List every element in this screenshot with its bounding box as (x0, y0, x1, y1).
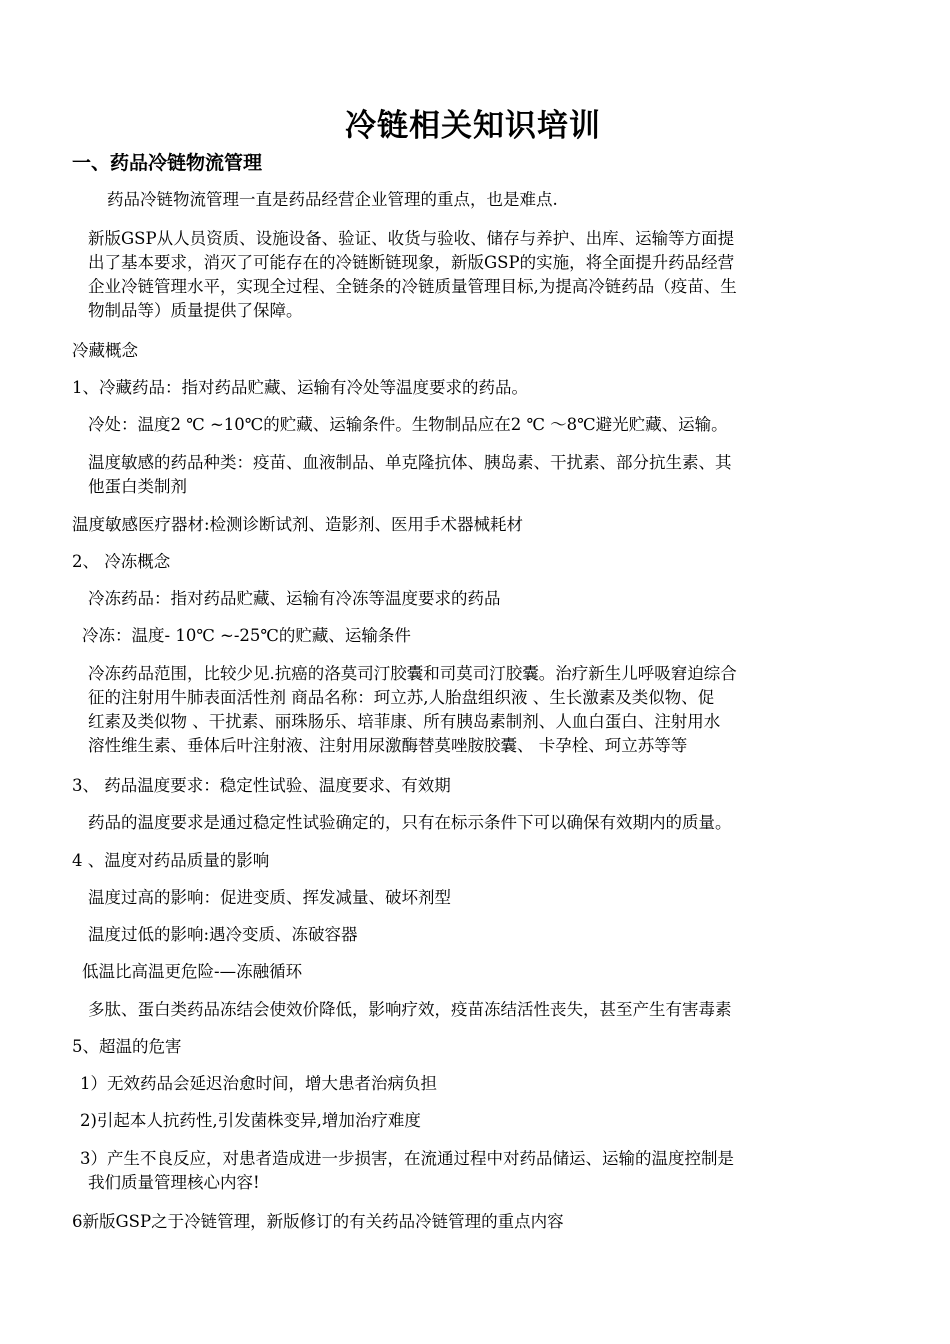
cold-concept-heading: 冷藏概念 (72, 341, 138, 360)
temperature-requirement: 药品的温度要求是通过稳定性试验确定的，只有在标示条件下可以确保有效期内的质量。 (88, 813, 732, 832)
harm-3-line: 我们质量管理核心内容! (88, 1173, 260, 1192)
sensitive-drugs-line: 温度敏感的药品种类：疫苗、血液制品、单克隆抗体、胰岛素、干扰素、部分抗生素、其 (88, 453, 732, 472)
item-4: 4 、温度对药品质量的影响 (72, 851, 270, 870)
harm-3-line: 3）产生不良反应，对患者造成进一步损害，在流通过程中对药品储运、运输的温度控制是 (80, 1149, 734, 1168)
harm-2: 2)引起本人抗药性,引发菌株变异,增加治疗难度 (80, 1111, 421, 1130)
frozen-range-line: 征的注射用牛肺表面活性剂 商品名称：珂立苏,人胎盘组织液 、生长激素及类似物、促 (88, 688, 715, 707)
intro-paragraph: 药品冷链物流管理一直是药品经营企业管理的重点，也是难点. (107, 190, 558, 209)
section-heading: 一、药品冷链物流管理 (72, 152, 263, 174)
frozen-temperature: 冷冻：温度- 10℃ ~-25℃的贮藏、运输条件 (82, 626, 411, 645)
high-temperature-effect: 温度过高的影响：促进变质、挥发减量、破坏剂型 (88, 888, 451, 907)
gsp-line: 物制品等）质量提供了保障。 (88, 301, 303, 320)
frozen-range-paragraph (88, 662, 850, 758)
harm-3-paragraph (80, 1147, 850, 1195)
frozen-drugs-definition: 冷冻药品：指对药品贮藏、运输有冷冻等温度要求的药品 (88, 589, 501, 608)
document-title: 冷链相关知识培训 (345, 108, 601, 144)
gsp-line: 新版GSP从人员资质、设施设备、验证、收货与验收、储存与养护、出库、运输等方面提 (88, 229, 735, 248)
frozen-range-line: 冷冻药品范围，比较少见.抗癌的洛莫司汀胶囊和司莫司汀胶囊。治疗新生儿呼吸窘迫综合 (88, 664, 737, 683)
sensitive-drugs-paragraph (88, 451, 850, 499)
item-2: 2、 冷冻概念 (72, 552, 171, 571)
frozen-range-line: 溶性维生素、垂体后叶注射液、注射用尿激酶替莫唑胺胶囊、 卡孕栓、珂立苏等等 (88, 736, 688, 755)
item-3: 3、 药品温度要求：稳定性试验、温度要求、有效期 (72, 776, 451, 795)
harm-1: 1）无效药品会延迟治愈时间，增大患者治病负担 (80, 1074, 437, 1093)
item-5: 5、超温的危害 (72, 1037, 182, 1056)
gsp-paragraph (88, 227, 850, 323)
gsp-line: 出了基本要求，消灭了可能存在的冷链断链现象，新版GSP的实施，将全面提升药品经营 (88, 253, 735, 272)
low-temperature-effect: 温度过低的影响:遇冷变质、冻破容器 (88, 925, 358, 944)
item-1: 1、冷藏药品：指对药品贮藏、运输有冷处等温度要求的药品。 (72, 378, 528, 397)
item-6: 6新版GSP之于冷链管理，新版修订的有关药品冷链管理的重点内容 (72, 1212, 564, 1231)
low-temperature-danger: 低温比高温更危险-—冻融循环 (82, 962, 303, 981)
gsp-line: 企业冷链管理水平，实现全过程、全链条的冷链质量管理目标,为提高冷链药品（疫苗、生 (88, 277, 737, 296)
cold-place-definition: 冷处：温度2 ℃ ~10℃的贮藏、运输条件。生物制品应在2 ℃ ～8℃避光贮藏、运输。 (88, 415, 728, 434)
frozen-range-line: 红素及类似物 、干扰素、丽珠肠乐、培菲康、所有胰岛素制剂、人血白蛋白、注射用水 (88, 712, 721, 731)
sensitive-devices: 温度敏感医疗器材:检测诊断试剂、造影剂、医用手术器械耗材 (72, 515, 524, 534)
sensitive-drugs-line: 他蛋白类制剂 (88, 477, 187, 496)
peptide-effect: 多肽、蛋白类药品冻结会使效价降低，影响疗效，疫苗冻结活性丧失，甚至产生有害毒素 (88, 1000, 732, 1019)
